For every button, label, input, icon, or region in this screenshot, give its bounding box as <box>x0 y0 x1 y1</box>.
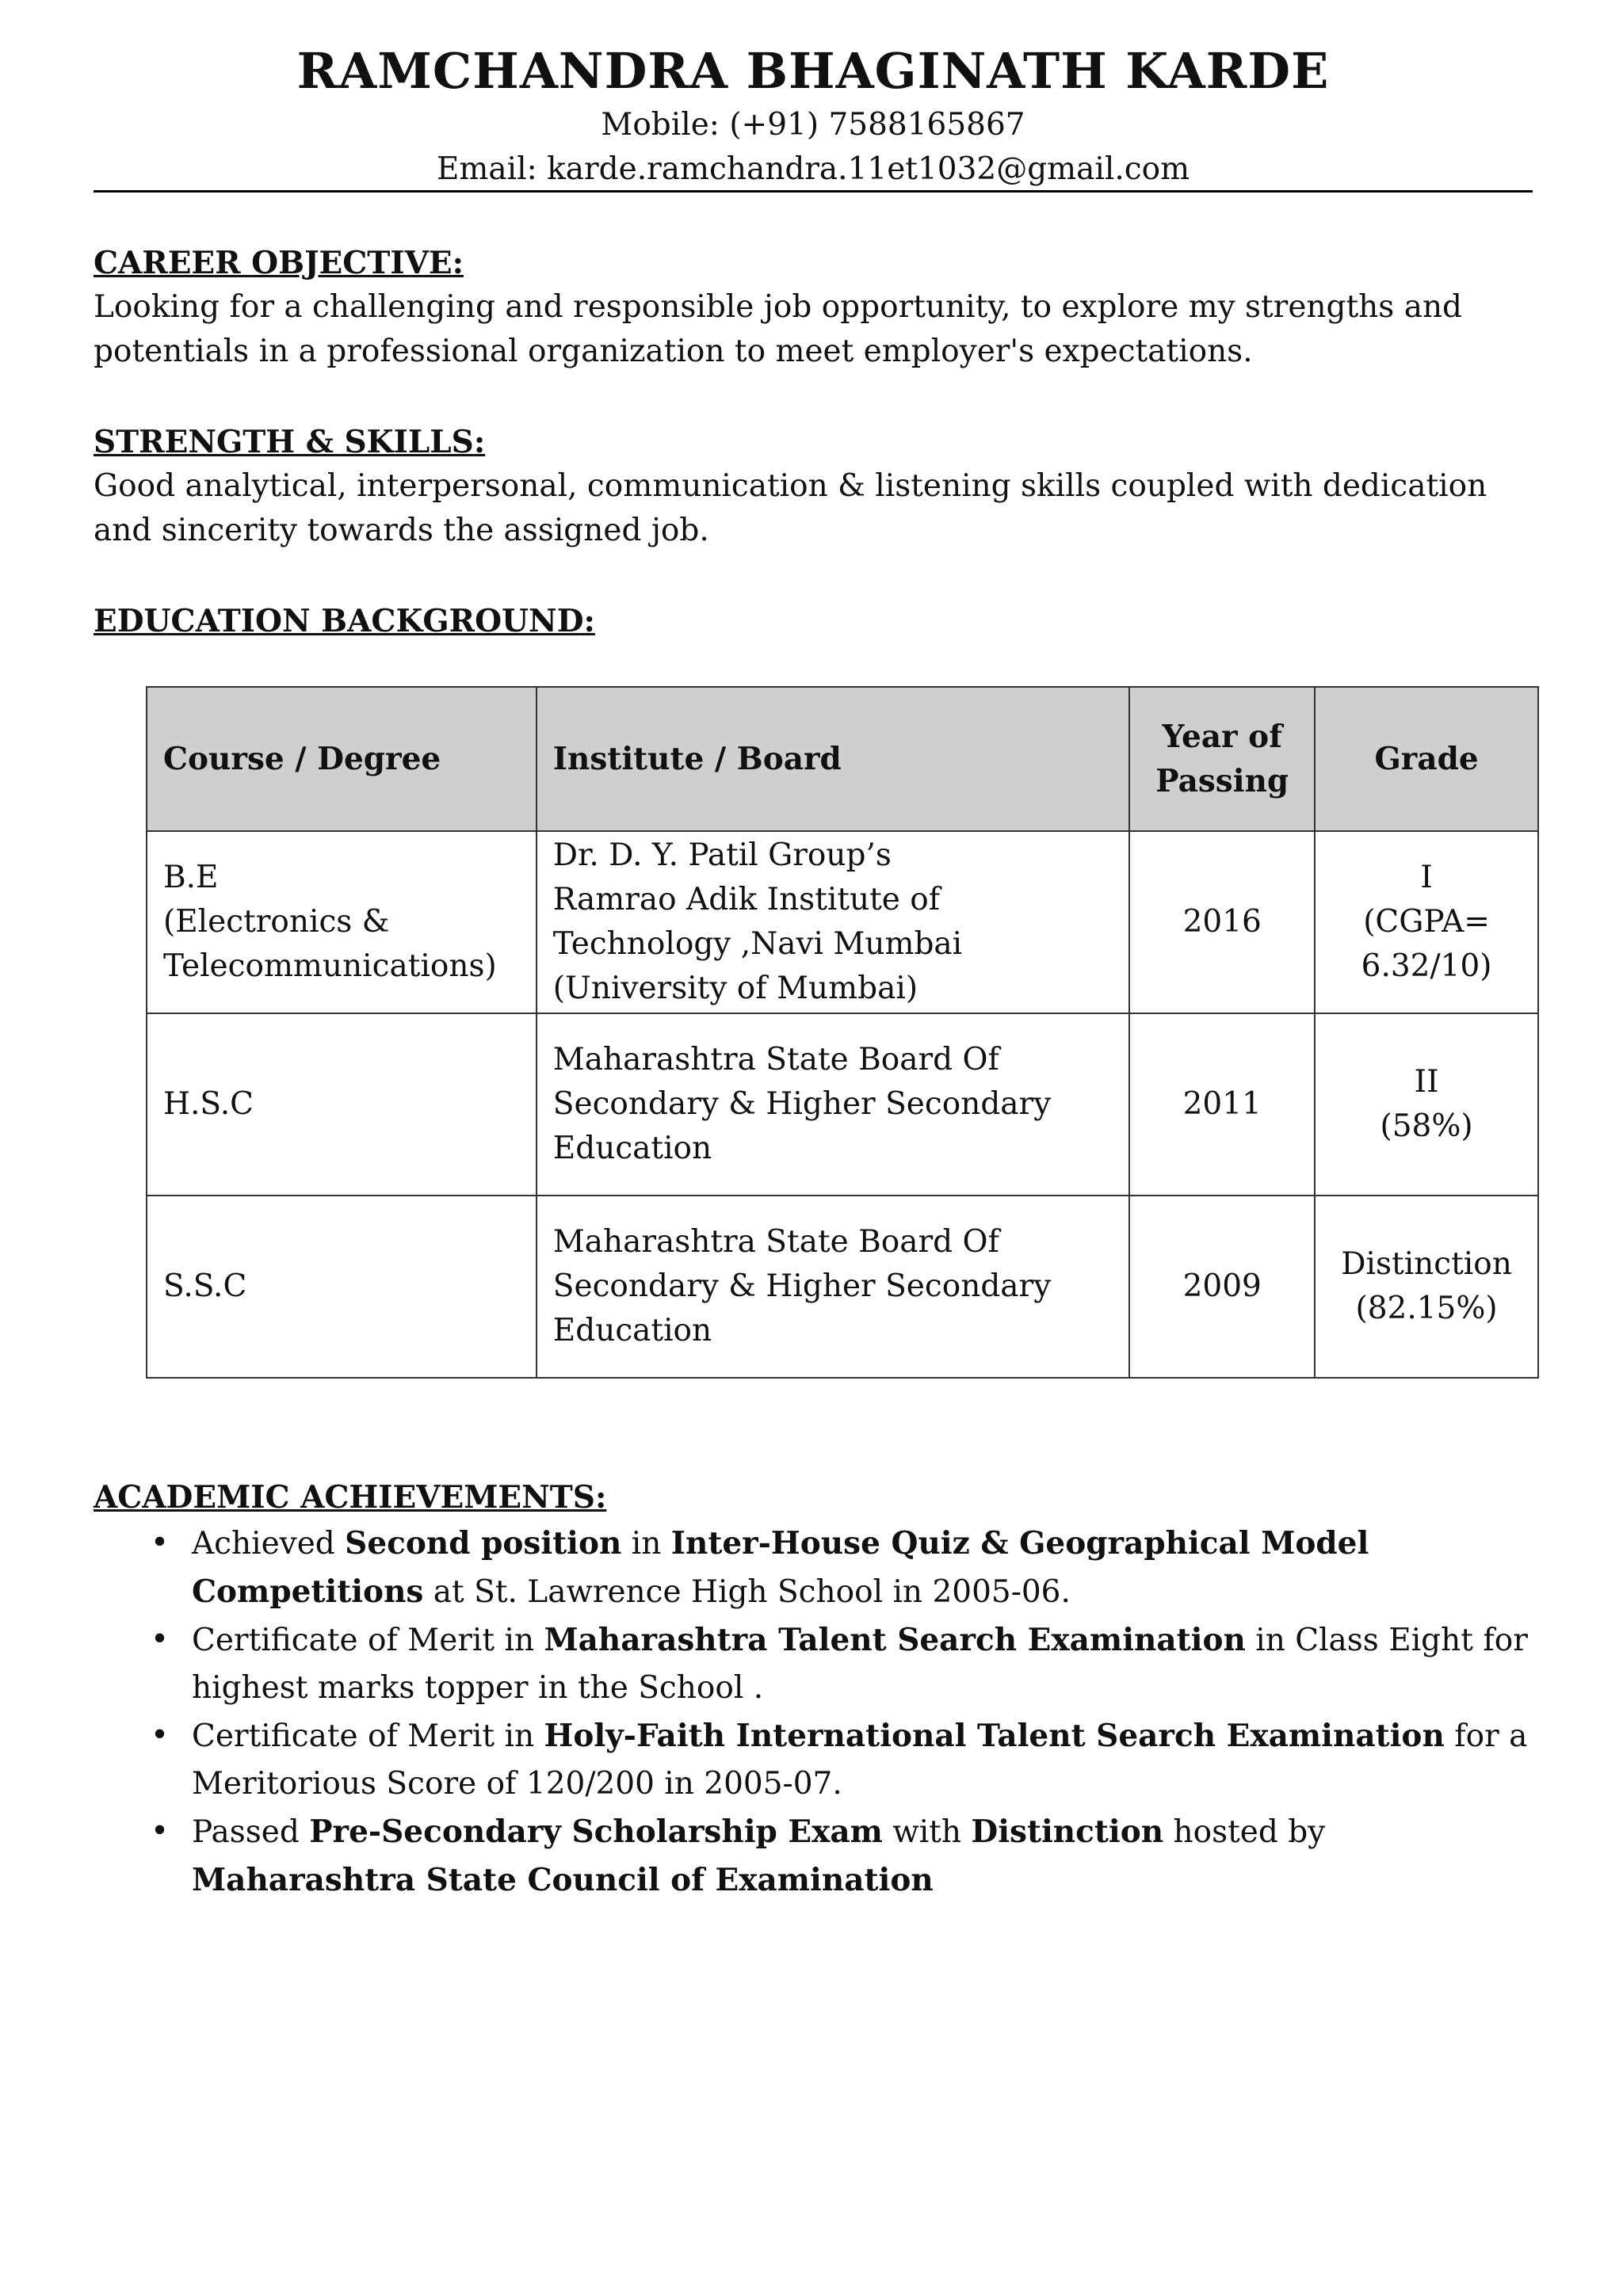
institute-cell: Maharashtra State Board Of Secondary & Higher Secondary Education <box>537 1196 1130 1378</box>
course-cell: B.E (Electronics & Telecommunications) <box>147 831 537 1013</box>
mobile-number: Mobile: (+91) 7588165867 <box>601 107 1025 143</box>
career-objective-line-2: potentials in a professional organization to meet employer's expectations. <box>94 334 1253 369</box>
header-institute: Institute / Board <box>537 687 1130 831</box>
year-cell: 2016 <box>1129 831 1315 1013</box>
course-cell: H.S.C <box>147 1013 537 1196</box>
achievements-heading: ACADEMIC ACHIEVEMENTS: <box>94 1479 607 1516</box>
education-heading: EDUCATION BACKGROUND: <box>94 603 595 639</box>
strengths-section <box>94 420 1544 553</box>
achievements-section <box>94 1475 1544 1905</box>
bullet-icon: • <box>151 1814 170 1849</box>
table-row <box>147 831 1538 1013</box>
grade-cell: I (CGPA= 6.32/10) <box>1315 831 1538 1013</box>
header-year: Year of Passing <box>1129 687 1315 831</box>
bullet-icon: • <box>151 1622 170 1657</box>
career-objective-section <box>94 241 1544 374</box>
education-table-header-row <box>147 687 1538 831</box>
table-row <box>147 1196 1538 1378</box>
institute-cell: Maharashtra State Board Of Secondary & Higher Secondary Education <box>537 1013 1130 1196</box>
year-cell: 2011 <box>1129 1013 1315 1196</box>
education-table <box>146 686 1539 1379</box>
header-grade: Grade <box>1315 687 1538 831</box>
education-section <box>94 599 1544 643</box>
career-objective-line-1: Looking for a challenging and responsible job opportunity, to explore my strengths and <box>94 289 1463 325</box>
table-row <box>147 1013 1538 1196</box>
grade-cell: II (58%) <box>1315 1013 1538 1196</box>
header-course: Course / Degree <box>147 687 537 831</box>
course-cell: S.S.C <box>147 1196 537 1378</box>
institute-cell: Dr. D. Y. Patil Group’s Ramrao Adik Institute of Technology ,Navi Mumbai (University of Mumbai) <box>537 831 1130 1013</box>
list-item: • Achieved Second position in Inter-House Quiz & Geographical Model Competitions at St. Lawrence High School in 2005-06. <box>94 1520 1544 1616</box>
career-objective-heading: CAREER OBJECTIVE: <box>94 245 464 281</box>
list-item: • Certificate of Merit in Maharashtra Talent Search Examination in Class Eight for highest marks topper in the School . <box>94 1616 1544 1712</box>
strengths-line-2: and sincerity towards the assigned job. <box>94 513 709 548</box>
header-divider <box>94 190 1533 193</box>
bullet-icon: • <box>151 1525 170 1561</box>
strengths-line-1: Good analytical, interpersonal, communication & listening skills coupled with dedication <box>94 468 1487 504</box>
list-item: • Passed Pre-Secondary Scholarship Exam with Distinction hosted by Maharashtra State Council of Examination <box>94 1808 1544 1905</box>
email-address: Email: karde.ramchandra.11et1032@gmail.com <box>436 151 1190 187</box>
strengths-heading: STRENGTH & SKILLS: <box>94 424 486 460</box>
year-cell: 2009 <box>1129 1196 1315 1378</box>
achievements-list <box>94 1520 1544 1905</box>
bullet-icon: • <box>151 1718 170 1753</box>
resume-header <box>94 40 1533 192</box>
grade-cell: Distinction (82.15%) <box>1315 1196 1538 1378</box>
list-item: • Certificate of Merit in Holy-Faith International Talent Search Examination for a Meritorious Score of 120/200 in 2005-07. <box>94 1712 1544 1808</box>
candidate-name: RAMCHANDRA BHAGINATH KARDE <box>296 42 1330 100</box>
